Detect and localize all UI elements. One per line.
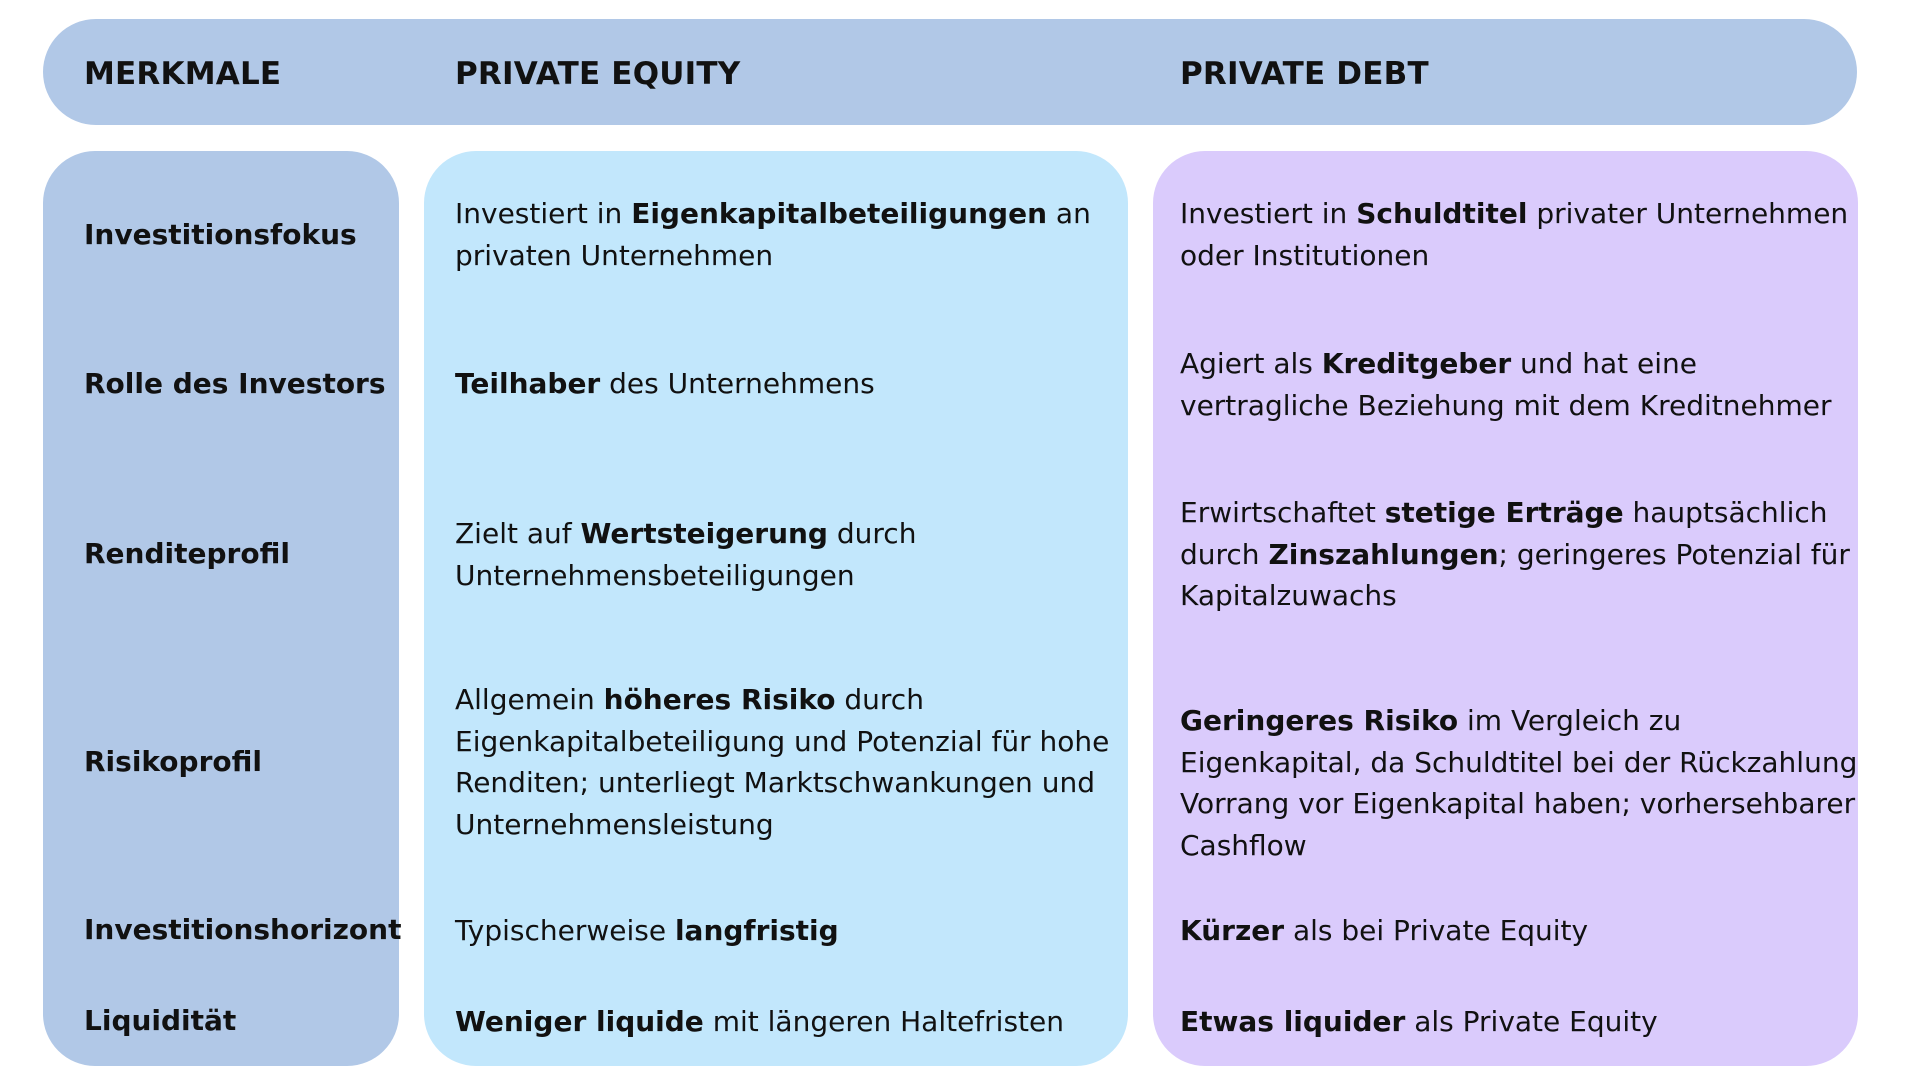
cell-text: hauptsächlich durch (1180, 496, 1828, 571)
cell-pe-renditeprofil (455, 513, 1127, 596)
cell-highlight: Zinszahlungen (1268, 537, 1499, 571)
cell-highlight: langfristig (674, 914, 839, 947)
cell-text: Erwirtschaftet (1180, 496, 1385, 529)
header-merkmale: MERKMALE (84, 56, 282, 92)
cell-highlight: Kürzer (1180, 914, 1285, 947)
cell-pd-risikoprofil (1180, 700, 1860, 866)
cell-pd-renditeprofil (1180, 492, 1860, 617)
header-private-debt: PRIVATE DEBT (1180, 56, 1429, 92)
row-label-investitionsfokus: Investitionsfokus (84, 218, 357, 251)
row-label-liquiditaet: Liquidität (84, 1004, 237, 1037)
cell-text: Zielt auf (455, 517, 581, 550)
cell-highlight: höheres Risiko (603, 683, 836, 716)
cell-highlight: Wertsteigerung (580, 517, 828, 550)
cell-text: als bei Private Equity (1284, 914, 1589, 947)
row-label-rolle-des-investors: Rolle des Investors (84, 367, 386, 400)
cell-pe-risikoprofil (455, 679, 1127, 845)
cell-text: als Private Equity (1405, 1005, 1658, 1038)
cell-highlight: stetige Erträge (1384, 496, 1624, 529)
cell-text: Allgemein (455, 683, 604, 716)
row-label-renditeprofil: Renditeprofil (84, 537, 290, 570)
cell-text: privater Unternehmen oder Institutionen (1180, 197, 1849, 272)
cell-pd-liquiditaet (1180, 1001, 1860, 1043)
cell-highlight: Etwas liquider (1180, 1005, 1406, 1038)
cell-text: und hat eine vertragliche Beziehung mit dem Kreditnehmer (1180, 347, 1832, 422)
cell-text: ; geringeres Potenzial für Kapitalzuwachs (1180, 537, 1850, 612)
cell-text: mit längeren Haltefristen (703, 1005, 1064, 1038)
cell-text: Investiert in (455, 197, 632, 230)
cell-text: im Vergleich zu Eigenkapital, da Schuldtitel bei der Rückzahlung Vorrang vor Eigenkapital haben; vorhersehbarer Cashflow (1180, 704, 1858, 862)
cell-text: Investiert in (1180, 197, 1357, 230)
cell-highlight: Weniger liquide (455, 1005, 704, 1038)
cell-text: durch Eigenkapitalbeteiligung und Potenzial für hohe Renditen; unterliegt Marktschwankungen und Unternehmensleistung (455, 683, 1110, 841)
cell-pe-rolle-des-investors (455, 363, 1127, 405)
cell-highlight: Schuldtitel (1356, 197, 1528, 230)
cell-pe-investitionshorizont (455, 910, 1127, 952)
cell-highlight: Eigenkapitalbeteiligungen (631, 197, 1048, 230)
cell-pd-investitionsfokus (1180, 193, 1860, 276)
row-label-investitionshorizont: Investitionshorizont (84, 913, 402, 946)
cell-pd-rolle-des-investors (1180, 343, 1860, 426)
cell-text: durch Unternehmensbeteiligungen (455, 517, 917, 592)
cell-highlight: Geringeres Risiko (1180, 704, 1459, 737)
cell-text: an privaten Unternehmen (455, 197, 1091, 272)
cell-pd-investitionshorizont (1180, 910, 1860, 952)
cell-text: des Unternehmens (600, 367, 875, 400)
header-private-equity: PRIVATE EQUITY (455, 56, 741, 92)
row-label-risikoprofil: Risikoprofil (84, 745, 262, 778)
cell-text: Agiert als (1180, 347, 1322, 380)
cell-pe-investitionsfokus (455, 193, 1127, 276)
cell-highlight: Teilhaber (455, 367, 601, 400)
header-bar (43, 19, 1857, 125)
cell-pe-liquiditaet (455, 1001, 1127, 1043)
cell-text: Typischerweise (455, 914, 675, 947)
cell-highlight: Kreditgeber (1321, 347, 1512, 380)
